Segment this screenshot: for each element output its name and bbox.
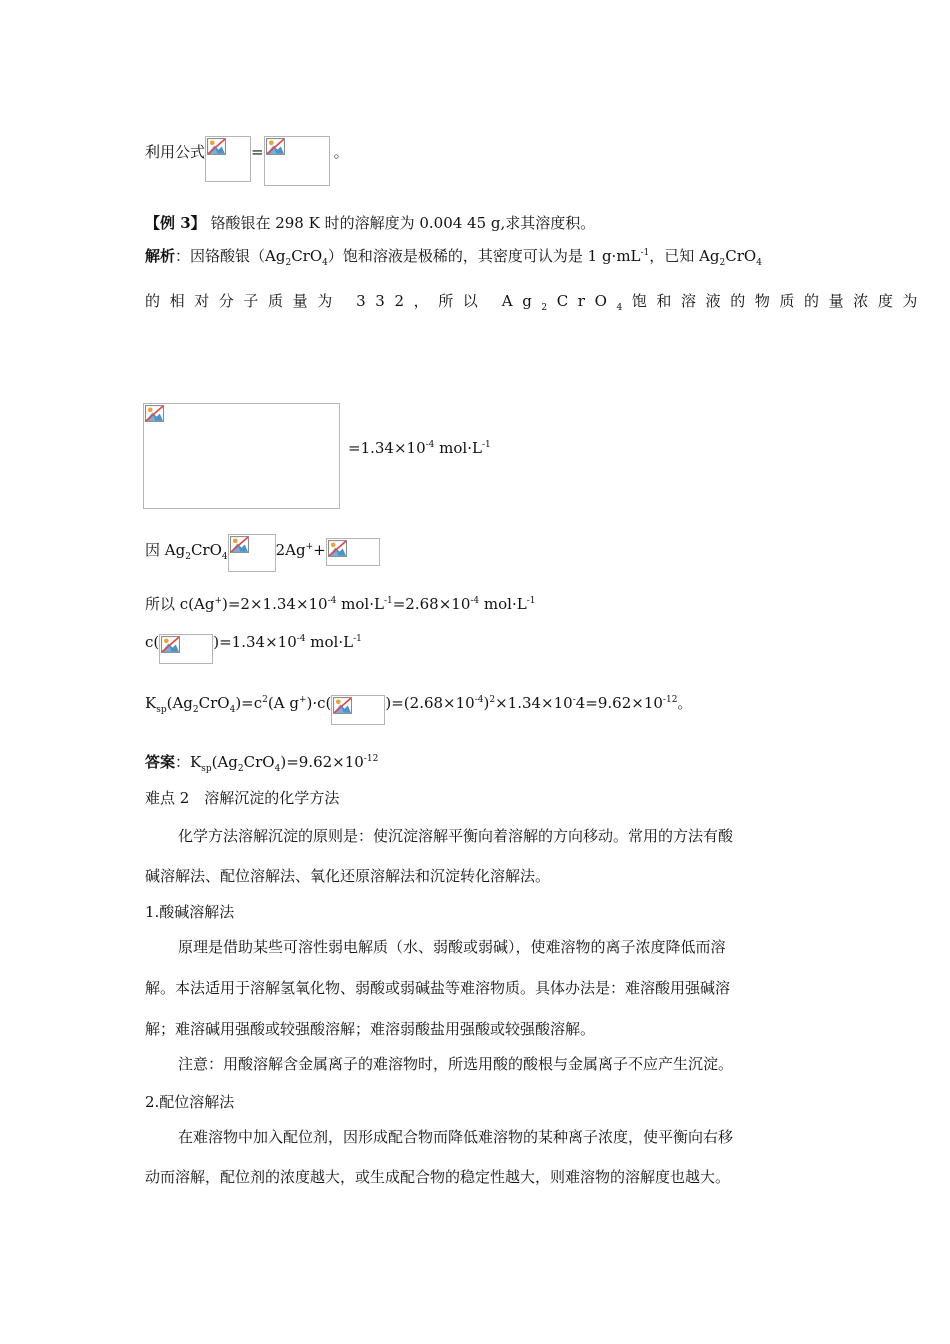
- subscript: 4: [616, 303, 632, 313]
- ksp-text: K: [145, 694, 157, 712]
- ag-concentration-line: [145, 594, 535, 614]
- analysis-text: ）饱和溶液是极稀的，其密度可认为是 1 g·mL: [327, 247, 641, 265]
- ksp-line: [145, 693, 692, 723]
- example-text: 铬酸银在 298 K 时的溶解度为 0.004 45 g,求其溶度积。: [205, 214, 596, 232]
- chromate-concentration-line: [145, 632, 362, 662]
- analysis-text: CrO: [725, 247, 757, 265]
- superscript: -4: [470, 596, 480, 606]
- ksp-text: 4=9.62×10: [575, 694, 663, 712]
- ksp-text: ): [483, 694, 490, 712]
- chromate-ion-image: [326, 538, 380, 566]
- superscript: -4: [296, 634, 306, 644]
- ksp-text: 。: [677, 694, 693, 712]
- superscript: -1: [353, 634, 362, 644]
- ag-conc-text: 所以 c(Ag: [145, 595, 215, 613]
- method1-note: 注意：用酸溶解含金属离子的难溶物时，所选用酸的酸根与金属离子不应产生沉淀。: [178, 1055, 734, 1073]
- subscript: sp: [156, 705, 167, 715]
- equilibrium-text: +: [313, 541, 326, 559]
- subscript: 2: [285, 258, 292, 268]
- equilibrium-arrow-image: [228, 534, 276, 572]
- broken-image-icon: [328, 540, 347, 557]
- answer-text: (Ag: [211, 753, 238, 771]
- analysis-text: ：因铬酸银（Ag: [175, 247, 286, 265]
- chromate-ion-image: [331, 695, 385, 725]
- answer-text: ：K: [175, 753, 202, 771]
- subscript: sp: [201, 764, 212, 774]
- analysis-text: CrO: [556, 292, 617, 310]
- superscript: 2: [489, 695, 496, 705]
- formula-equals: =: [251, 143, 264, 161]
- superscript: +: [305, 542, 314, 552]
- superscript: -12: [662, 695, 678, 705]
- example-label: 【例 3】: [145, 214, 206, 232]
- superscript: +: [298, 695, 307, 705]
- broken-image-icon: [207, 138, 226, 155]
- ksp-text: CrO: [198, 694, 230, 712]
- superscript: -1: [526, 596, 536, 606]
- superscript: -1: [481, 440, 491, 450]
- superscript: 2: [262, 695, 268, 705]
- analysis-line: [145, 246, 762, 266]
- superscript: -: [572, 695, 576, 705]
- formula-image-left: [205, 136, 251, 182]
- broken-image-icon: [266, 138, 285, 155]
- analysis-text: ，已知 Ag: [649, 247, 720, 265]
- broken-image-icon: [230, 536, 249, 553]
- analysis-line-2: [145, 291, 927, 311]
- ksp-text: )·c(: [306, 694, 332, 712]
- example-line: [145, 213, 595, 233]
- superscript: -4: [474, 695, 484, 705]
- equilibrium-text: CrO: [190, 541, 222, 559]
- ag-conc-text: mol·L: [336, 595, 384, 613]
- ksp-text: )=(2.68×10: [385, 694, 475, 712]
- method1-para-line-3: 解；难溶碱用强酸或较强酸溶解；难溶弱酸盐用强酸或较强酸溶解。: [145, 1020, 596, 1038]
- subscript: 2: [185, 552, 191, 562]
- method1-para-line-2: 解。本法适用于溶解氢氧化物、弱酸或弱碱盐等难溶物质。具体办法是：难溶酸用强碱溶: [145, 979, 731, 997]
- superscript: -4: [425, 440, 435, 450]
- concentration-unit: mol·L: [434, 439, 482, 457]
- analysis-text: 饱和溶液的物质的量浓度为: [631, 292, 928, 310]
- superscript: -1: [640, 248, 650, 258]
- ag-conc-text: =2.68×10: [392, 595, 471, 613]
- ksp-text: ×1.34×10: [495, 694, 573, 712]
- subscript: 4: [322, 258, 328, 268]
- answer-label: 答案: [145, 753, 176, 771]
- cro4-text: mol·L: [305, 633, 354, 651]
- method2-para-line-2: 动而溶解，配位剂的浓度越大，或生成配合物的稳定性越大，则难溶物的溶解度也越大。: [145, 1168, 731, 1186]
- method1-title: 1.酸碱溶解法: [145, 903, 235, 921]
- concentration-value: =1.34×10: [348, 439, 426, 457]
- analysis-text: CrO: [291, 247, 323, 265]
- equilibrium-line: [145, 540, 380, 578]
- broken-image-icon: [145, 405, 164, 422]
- concentration-result: [348, 438, 491, 458]
- subscript: 4: [229, 705, 236, 715]
- formula-image-right: [264, 136, 330, 186]
- analysis-label: 解析: [145, 247, 176, 265]
- formula-end: 。: [333, 143, 349, 161]
- formula-line: [145, 142, 349, 192]
- subscript: 2: [719, 258, 726, 268]
- method2-para-line-1: 在难溶物中加入配位剂，因形成配合物而降低难溶物的某种离子浓度，使平衡向右移: [178, 1128, 734, 1146]
- subscript: 4: [756, 258, 762, 268]
- ksp-text: (Ag: [166, 694, 193, 712]
- equilibrium-text: 2Ag: [275, 541, 306, 559]
- equilibrium-text: 因 Ag: [145, 541, 186, 559]
- chromate-ion-image: [159, 634, 213, 664]
- answer-text: CrO: [243, 753, 275, 771]
- broken-image-icon: [161, 636, 180, 653]
- superscript: -4: [327, 596, 337, 606]
- cro4-text: c(: [145, 633, 160, 651]
- answer-text: )=9.62×10: [280, 753, 364, 771]
- superscript: -12: [363, 754, 379, 764]
- subscript: 4: [274, 764, 281, 774]
- superscript: +: [214, 596, 223, 606]
- ag-conc-text: mol·L: [479, 595, 527, 613]
- broken-image-icon: [333, 697, 352, 714]
- subscript: 2: [237, 764, 244, 774]
- subscript: 2: [541, 303, 557, 313]
- superscript: -1: [383, 596, 393, 606]
- ksp-text: )=c: [235, 694, 263, 712]
- subscript: 2: [192, 705, 199, 715]
- analysis-text: 的相对分子质量为 332，所以 Ag: [145, 292, 542, 310]
- answer-line: [145, 752, 378, 772]
- ag-conc-text: )=2×1.34×10: [222, 595, 328, 613]
- principle-para-line-1: 化学方法溶解沉淀的原则是：使沉淀溶解平衡向着溶解的方向移动。常用的方法有酸: [178, 827, 734, 845]
- subscript: 4: [221, 552, 228, 562]
- method2-title: 2.配位溶解法: [145, 1093, 235, 1111]
- ksp-text: (A g: [267, 694, 299, 712]
- method1-para-line-1: 原理是借助某些可溶性弱电解质（水、弱酸或弱碱），使难溶物的离子浓度降低而溶: [178, 938, 726, 956]
- difficulty-heading: 难点 2 溶解沉淀的化学方法: [145, 789, 340, 807]
- principle-para-line-2: 碱溶解法、配位溶解法、氧化还原溶解法和沉淀转化溶解法。: [145, 867, 551, 885]
- formula-prefix: 利用公式: [145, 143, 206, 161]
- concentration-formula-image: [143, 403, 340, 509]
- cro4-text: )=1.34×10: [213, 633, 297, 651]
